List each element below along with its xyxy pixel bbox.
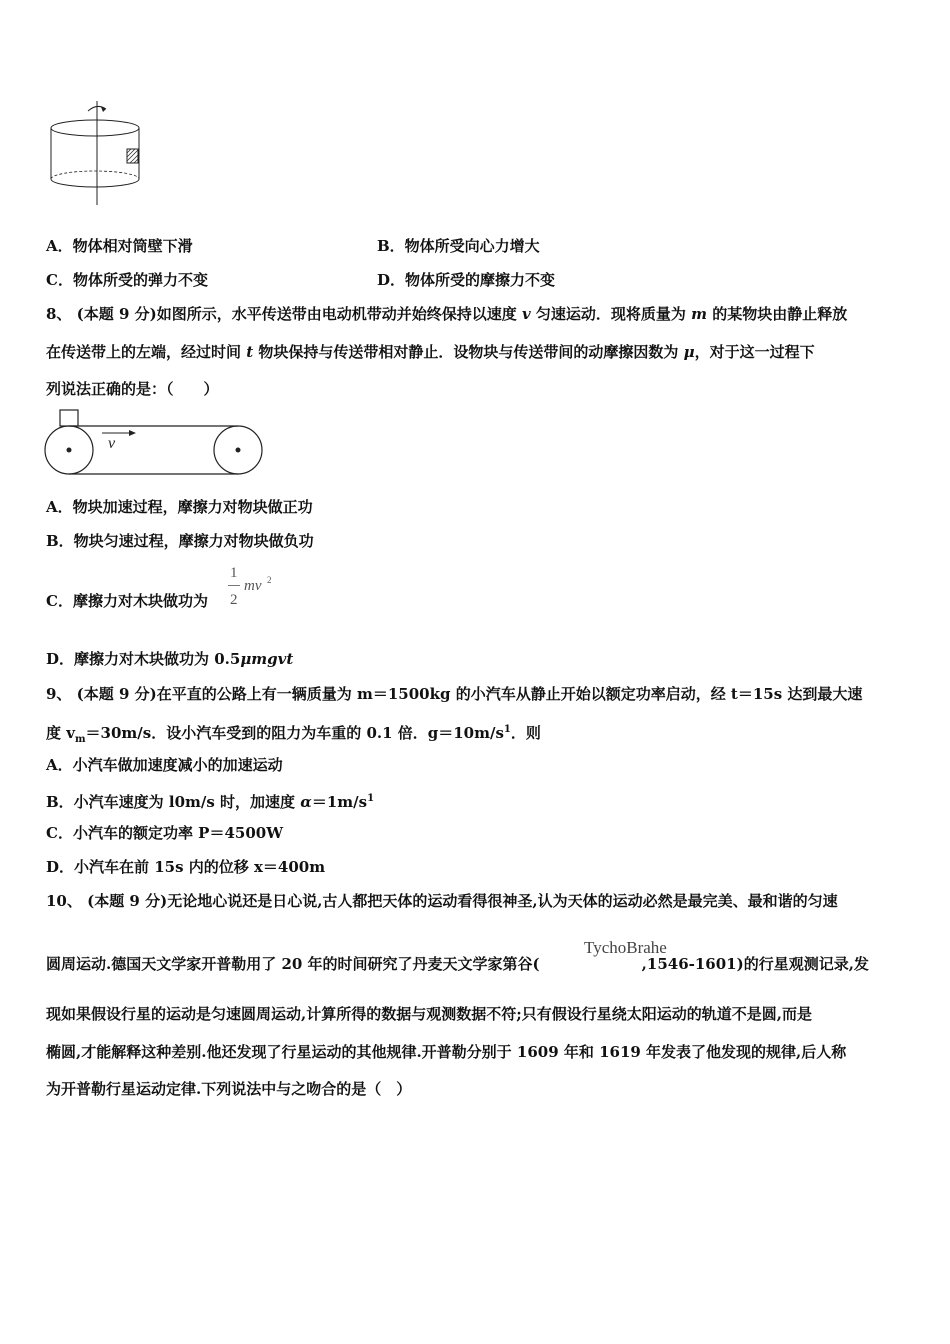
q8-var-mu: μ <box>683 343 695 361</box>
q8-option-a: A．物块加速过程，摩擦力对物块做正功 <box>46 498 313 516</box>
fraction-denominator: 2 <box>230 592 238 608</box>
q9-score: (本题 9 分) <box>76 685 157 703</box>
q8-text: ，对于这一过程下 <box>694 343 815 361</box>
q8-option-d-text: D．摩擦力对木块做功为 0.5 <box>46 650 241 668</box>
q9-line-1 <box>46 684 862 704</box>
q9-option-b-sup: 1 <box>367 793 375 804</box>
q10-line-4: 椭圆,才能解释这种差别.他还发现了行星运动的其他规律.开普勒分别于 1609 年和 1619 年发表了他发现的规律,后人称 <box>46 1043 847 1061</box>
q10-line-2 <box>46 954 869 974</box>
q9-number: 9、 <box>46 685 72 703</box>
q8-option-c: C．摩擦力对木块做功为 <box>46 592 208 610</box>
q9-sup: 1 <box>503 724 511 735</box>
q10-number: 10、 <box>46 892 82 910</box>
q7-option-a: A．物体相对筒壁下滑 <box>46 237 193 255</box>
q10-line-1 <box>46 891 838 911</box>
q8-text: 物块保持与传送带相对静止．设物块与传送带间的动摩擦因数为 <box>253 343 684 361</box>
q8-var-v: v <box>521 305 531 323</box>
q10-text: ,1546-1601)的行星观测记录,发 <box>641 955 869 973</box>
q9-option-a: A．小汽车做加速度减小的加速运动 <box>46 756 283 774</box>
q9-option-b <box>46 789 374 812</box>
fraction-bar <box>228 585 240 586</box>
q9-text: 在平直的公路上有一辆质量为 m＝1500kg 的小汽车从静止开始以额定功率启动，经 t＝15s 达到最大速 <box>156 685 863 703</box>
fraction-numerator: 1 <box>230 565 238 581</box>
q9-sub: m <box>74 734 86 745</box>
q9-line-2 <box>46 720 541 750</box>
q7-option-b: B．物体所受向心力增大 <box>377 237 540 255</box>
q8-var-m: m <box>691 305 708 323</box>
q9-text: 度 v <box>46 724 75 742</box>
q8-var-t: t <box>246 343 254 361</box>
fraction-exponent: 2 <box>267 575 272 585</box>
q7-option-c: C．物体所受的弹力不变 <box>46 271 208 289</box>
q10-text: 圆周运动.德国天文学家开普勒用了 20 年的时间研究了丹麦天文学家第谷( <box>46 955 540 973</box>
q9-option-d: D．小汽车在前 15s 内的位移 x＝400m <box>46 858 326 876</box>
q8-number: 8、 <box>46 305 72 323</box>
q8-option-d-var: μmgvt <box>240 650 294 668</box>
q9-text: ．则 <box>510 724 541 742</box>
q9-option-b-text: ＝1m/s <box>311 793 368 811</box>
q7-option-d: D．物体所受的摩擦力不变 <box>377 271 556 289</box>
q10-text: 无论地心说还是日心说,古人都把天体的运动看得很神圣,认为天体的运动必然是最完美、最和谐的匀速 <box>167 892 838 910</box>
rotating-cylinder-figure <box>40 95 150 215</box>
q8-text: 匀速运动．现将质量为 <box>530 305 692 323</box>
q8-score: (本题 9 分) <box>76 305 157 323</box>
q8-line-3: 列说法正确的是：（ ） <box>46 380 219 398</box>
q8-text: 在传送带上的左端，经过时间 <box>46 343 247 361</box>
q9-option-c: C．小汽车的额定功率 P＝4500W <box>46 824 284 842</box>
q10-score: (本题 9 分) <box>87 892 168 910</box>
q8-line-2 <box>46 342 815 362</box>
q8-line-1 <box>46 304 847 324</box>
tycho-brahe-name: TychoBrahe <box>584 938 667 957</box>
belt-velocity-label: v <box>108 435 116 452</box>
q8-text: 如图所示，水平传送带由电动机带动并始终保持以速度 <box>156 305 522 323</box>
fraction-expression: mv <box>244 578 262 594</box>
conveyor-belt-figure <box>40 404 270 480</box>
q10-line-3: 现如果假设行星的运动是匀速圆周运动,计算所得的数据与观测数据不符;只有假设行星绕太阳运动的轨道不是圆,而是 <box>46 1005 812 1023</box>
q8-option-b: B．物块匀速过程，摩擦力对物块做负功 <box>46 532 314 550</box>
q10-line-5: 为开普勒行星运动定律.下列说法中与之吻合的是（ ） <box>46 1080 412 1098</box>
q9-option-b-var: α <box>300 793 312 811</box>
q8-text: 的某物块由静止释放 <box>707 305 848 323</box>
q8-option-d <box>46 649 293 669</box>
q9-option-b-text: B．小汽车速度为 l0m/s 时，加速度 <box>46 793 301 811</box>
q9-text: ＝30m/s．设小汽车受到的阻力为车重的 0.1 倍．g＝10m/s <box>85 724 504 742</box>
